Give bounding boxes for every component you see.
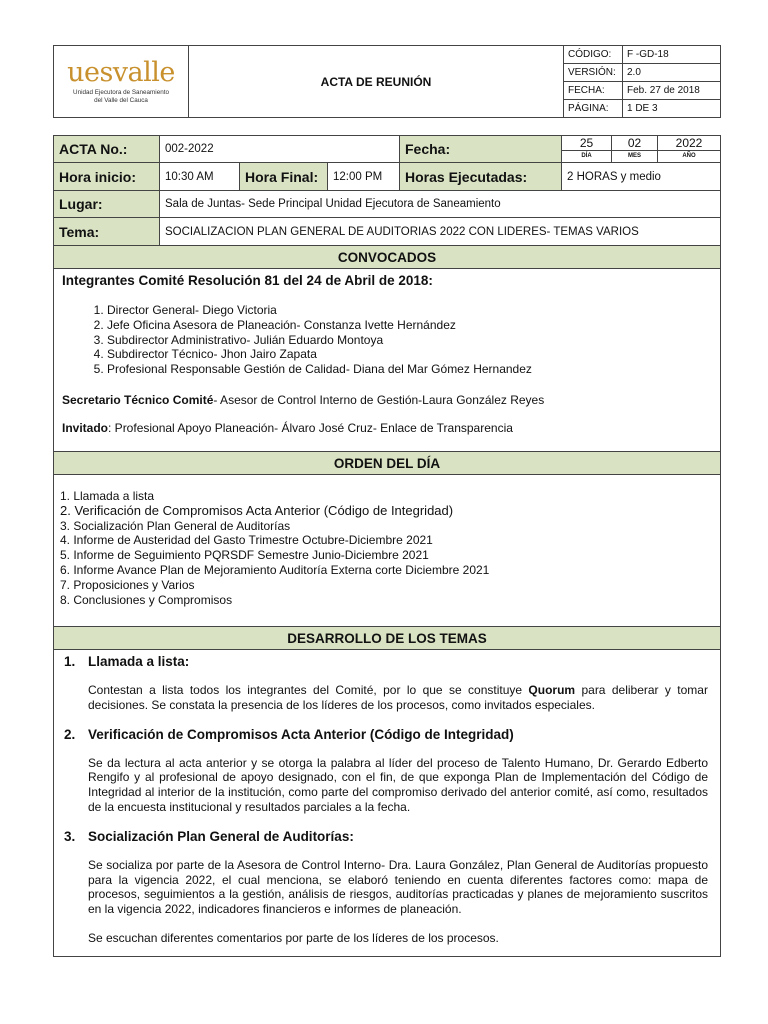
list-item: 8. Conclusiones y Compromisos xyxy=(60,592,233,607)
mes-label: MES xyxy=(612,151,658,162)
acta-body xyxy=(53,135,721,957)
meta-fecha: FECHA: Feb. 27 de 2018 xyxy=(564,82,720,100)
invitado-line: Invitado: Profesional Apoyo Planeación- Álvaro José Cruz- Enlace de Transparencia xyxy=(62,420,513,435)
topic-2-title: 2. Verificación de Compromisos Acta Anterior (Código de Integridad) xyxy=(64,726,514,742)
hora-final-value: 12:00 PM xyxy=(328,163,400,190)
fecha-mes: 02 xyxy=(612,136,658,150)
topic-1-paragraph: Contestan a lista todos los integrantes del Comité, por lo que se constituye Quorum para deliberar y tomar decisiones. Se constata la presencia de los líderes de los procesos, como invitados especiales. xyxy=(88,683,708,712)
secretario-line: Secretario Técnico Comité- Asesor de Control Interno de Gestión-Laura González Reyes xyxy=(62,392,545,407)
lugar-label: Lugar: xyxy=(54,191,160,217)
horas-ejecutadas-label: Horas Ejecutadas: xyxy=(400,163,562,190)
list-item: 3. Socialización Plan General de Auditorías xyxy=(60,518,291,533)
list-item: 5. Informe de Seguimiento PQRSDF Semestre Junio-Diciembre 2021 xyxy=(60,548,429,563)
fecha-dia: 25 xyxy=(562,136,612,150)
integrantes-title: Integrantes Comité Resolución 81 del 24 de Abril de 2018: xyxy=(62,273,433,288)
topic-3-title: 3. Socialización Plan General de Auditorías: xyxy=(64,828,354,844)
document-meta xyxy=(564,46,720,117)
hora-inicio-value: 10:30 AM xyxy=(160,163,240,190)
tema-label: Tema: xyxy=(54,218,160,245)
convocados-section xyxy=(54,269,720,452)
list-item: 7. Proposiciones y Varios xyxy=(60,577,195,592)
lugar-value: Sala de Juntas- Sede Principal Unidad Ejecutora de Saneamiento xyxy=(165,198,501,210)
list-item: 3. Subdirector Administrativo- Julián Eduardo Montoya xyxy=(107,333,720,348)
acta-no-value: 002-2022 xyxy=(160,136,400,162)
convocados-heading: CONVOCADOS xyxy=(54,246,720,269)
anio-label: AÑO xyxy=(682,153,696,159)
logo-subtitle: Unidad Ejecutora de Saneamiento del Valle del Cauca xyxy=(73,88,169,104)
list-item: 4. Subdirector Técnico- Jhon Jairo Zapata xyxy=(107,347,720,362)
row-horas xyxy=(54,163,720,191)
topic-3-paragraph-2: Se escuchan diferentes comentarios por parte de los líderes de los procesos. xyxy=(88,930,499,945)
orden-section xyxy=(54,475,720,627)
uesvalle-logo xyxy=(54,46,189,117)
list-item: 1. Director General- Diego Victoria xyxy=(107,303,720,318)
tema-value: SOCIALIZACION PLAN GENERAL DE AUDITORIAS 2022 CON LIDERES- TEMAS VARIOS xyxy=(165,225,639,238)
topic-1-title: 1. Llamada a lista: xyxy=(64,654,190,669)
meta-pagina: PÁGINA: 1 DE 3 xyxy=(564,100,720,117)
dia-label: DÍA xyxy=(562,151,612,162)
topic-3-paragraph: Se socializa por parte de la Asesora de Control Interno- Dra. Laura González, Plan General de Auditorías propuesto para la vigencia 2022, el cual menciona, se elaboró teniendo en cuenta diferentes factores como: mapa de procesos, seguimientos a la gestión, análisis de riesgos, auditorías practicadas y planes de mejoramiento suscritos en la vigencia 2022, indicadores financieros e informes de planeación. xyxy=(88,857,708,917)
list-item: 5. Profesional Responsable Gestión de Calidad- Diana del Mar Gómez Hernandez xyxy=(107,362,720,377)
list-item: 1. Llamada a lista xyxy=(60,489,155,503)
row-lugar xyxy=(54,191,720,218)
fecha-label: Fecha: xyxy=(400,136,562,162)
hora-final-label: Hora Final: xyxy=(240,163,328,190)
fecha-value xyxy=(562,136,720,162)
document-title: ACTA DE REUNIÓN xyxy=(189,46,564,117)
document-header xyxy=(53,45,721,118)
acta-no-label: ACTA No.: xyxy=(54,136,160,162)
orden-heading: ORDEN DEL DÍA xyxy=(54,452,720,475)
meta-codigo: CÓDIGO: F -GD-18 xyxy=(564,46,720,64)
topic-2-paragraph: Se da lectura al acta anterior y se otorga la palabra al líder del proceso de Talento Humano, Dr. Gerardo Edberto Rengifo y al profesional de apoyo designado, con el fin, de que exponga Plan de Implementación del Código de Integridad al interior de la institución, como parte del compromiso derivado del anterior comité, así como, resultados de la encuesta institucional y resultados parciales a la fecha. xyxy=(88,755,708,814)
horas-ejecutadas-value: 2 HORAS y medio xyxy=(567,170,661,183)
meta-version: VERSIÓN: 2.0 xyxy=(564,64,720,82)
desarrollo-section xyxy=(54,650,720,946)
fecha-anio: 2022 xyxy=(675,136,703,150)
hora-inicio-label: Hora inicio: xyxy=(54,163,160,190)
list-item: 4. Informe de Austeridad del Gasto Trimestre Octubre-Diciembre 2021 xyxy=(60,533,433,548)
row-acta-fecha xyxy=(54,136,720,163)
members-list xyxy=(107,303,720,377)
desarrollo-heading: DESARROLLO DE LOS TEMAS xyxy=(54,627,720,650)
list-item: 2. Jefe Oficina Asesora de Planeación- Constanza Ivette Hernández xyxy=(107,318,720,333)
row-tema xyxy=(54,218,720,246)
list-item: 6. Informe Avance Plan de Mejoramiento Auditoría Externa corte Diciembre 2021 xyxy=(60,562,490,577)
list-item: 2. Verificación de Compromisos Acta Anterior (Código de Integridad) xyxy=(60,502,454,518)
logo-brand: uesvalle xyxy=(67,56,175,88)
